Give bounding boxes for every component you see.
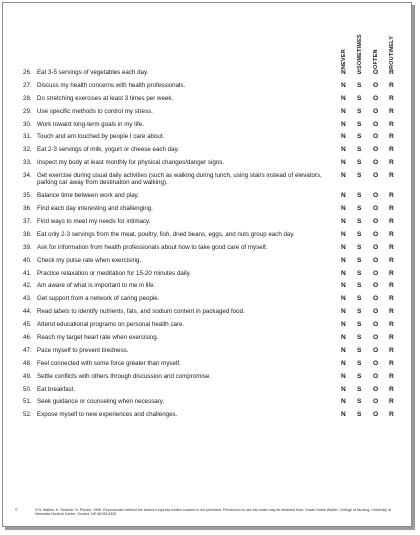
response-option-sometimes[interactable]: S	[357, 398, 362, 406]
response-option-routinely[interactable]: R	[389, 411, 394, 419]
response-options	[341, 257, 405, 264]
response-option-routinely[interactable]: R	[389, 172, 394, 180]
column-label: OFTEN	[373, 49, 379, 69]
response-option-never[interactable]: N	[341, 346, 346, 354]
response-option-sometimes[interactable]: S	[357, 295, 362, 303]
survey-item	[3, 192, 411, 199]
survey-item	[3, 398, 411, 405]
item-text: Discuss my health concerns with health professionals.	[37, 81, 186, 89]
item-text: Eat 2-3 servings of milk, yogurt or cheese each day.	[37, 146, 179, 154]
response-option-never[interactable]: N	[341, 192, 346, 200]
response-option-never[interactable]: N	[341, 133, 346, 141]
response-option-often[interactable]: O	[373, 385, 379, 393]
response-option-often[interactable]: O	[373, 107, 379, 115]
response-options	[341, 295, 405, 302]
survey-item	[3, 282, 411, 289]
response-option-routinely[interactable]: R	[389, 243, 394, 251]
copyright-mark: ©	[15, 508, 18, 512]
survey-item	[3, 295, 411, 302]
response-option-never[interactable]: N	[341, 172, 346, 180]
item-number: 47.	[23, 346, 32, 354]
response-option-routinely[interactable]: R	[389, 192, 394, 200]
item-number: 44.	[23, 308, 32, 316]
response-options	[341, 121, 405, 128]
response-option-often[interactable]: O	[373, 372, 379, 380]
response-option-often[interactable]: O	[373, 69, 379, 76]
response-option-sometimes[interactable]: S	[357, 133, 362, 141]
response-option-routinely[interactable]: R	[389, 372, 394, 380]
response-option-often[interactable]: O	[373, 120, 379, 128]
response-option-routinely[interactable]: R	[389, 230, 394, 238]
item-number: 49.	[23, 372, 32, 380]
item-number: 43.	[23, 295, 32, 303]
item-number: 37.	[23, 218, 32, 225]
response-option-sometimes[interactable]: S	[357, 282, 362, 290]
item-text: Find ways to meet my needs for intimacy.	[37, 218, 151, 225]
response-option-often[interactable]: O	[373, 256, 379, 264]
item-text: Seek guidance or counseling when necessary.	[37, 398, 165, 406]
response-option-sometimes[interactable]: S	[357, 308, 362, 316]
item-text: Touch and am touched by people I care about.	[37, 133, 165, 141]
item-number: 38.	[23, 230, 32, 238]
response-options	[341, 172, 405, 179]
response-option-never[interactable]: N	[341, 159, 346, 167]
response-option-sometimes[interactable]: S	[357, 321, 362, 329]
response-option-routinely[interactable]: R	[389, 398, 394, 406]
item-list	[3, 69, 411, 424]
response-option-never[interactable]: N	[341, 205, 346, 213]
response-option-never[interactable]: N	[341, 256, 346, 264]
response-option-routinely[interactable]: R	[389, 107, 394, 115]
response-option-sometimes[interactable]: S	[357, 94, 362, 102]
response-option-often[interactable]: O	[373, 146, 379, 154]
response-option-routinely[interactable]: R	[389, 146, 394, 154]
response-option-often[interactable]: O	[373, 205, 379, 213]
response-option-often[interactable]: O	[373, 172, 379, 180]
response-option-often[interactable]: O	[373, 269, 379, 277]
response-options	[341, 398, 405, 405]
response-option-often[interactable]: O	[373, 133, 379, 141]
response-options	[341, 270, 405, 277]
response-options	[341, 95, 405, 102]
survey-item	[3, 411, 411, 418]
survey-item	[3, 121, 411, 128]
column-header-sometimes	[355, 9, 365, 69]
survey-item	[3, 69, 411, 76]
response-option-often[interactable]: O	[373, 159, 379, 167]
response-option-routinely[interactable]: R	[389, 334, 394, 342]
response-option-sometimes[interactable]: S	[357, 269, 362, 277]
response-option-never[interactable]: N	[341, 411, 346, 419]
response-options	[341, 146, 405, 153]
response-option-often[interactable]: O	[373, 398, 379, 406]
column-label: ROUTINELY	[389, 35, 395, 69]
item-text: Eat breakfast.	[37, 385, 76, 393]
survey-item	[3, 386, 411, 393]
item-text: Am aware of what is important to me in life.	[37, 282, 156, 290]
response-option-sometimes[interactable]: S	[357, 411, 362, 419]
response-options	[341, 373, 405, 380]
item-text: Eat only 2-3 servings from the meat, poultry, fish, dried beans, eggs, and nuts group each day.	[37, 230, 295, 238]
response-option-often[interactable]: O	[373, 192, 379, 200]
response-option-sometimes[interactable]: S	[357, 243, 362, 251]
survey-item	[3, 334, 411, 341]
response-option-often[interactable]: O	[373, 81, 379, 89]
response-option-often[interactable]: O	[373, 359, 379, 367]
response-option-sometimes[interactable]: S	[357, 385, 362, 393]
response-option-routinely[interactable]: R	[389, 269, 394, 277]
response-option-routinely[interactable]: R	[389, 218, 394, 225]
item-text: Pace myself to prevent tiredness.	[37, 346, 129, 354]
response-option-never[interactable]: N	[341, 385, 346, 393]
response-option-routinely[interactable]: R	[389, 159, 394, 167]
response-option-sometimes[interactable]: S	[357, 81, 362, 89]
response-option-sometimes[interactable]: S	[357, 218, 362, 225]
item-number: 45.	[23, 321, 32, 329]
item-number: 29.	[23, 107, 32, 115]
item-text: Find each day interesting and challenging.	[37, 205, 153, 213]
survey-item	[3, 218, 411, 225]
response-options	[341, 218, 405, 225]
copyright-footnote	[15, 508, 405, 517]
item-number: 32.	[23, 146, 32, 154]
column-label: SOMETIMES	[357, 34, 363, 69]
item-text: Reach my target heart rate when exercising.	[37, 334, 159, 342]
response-option-never[interactable]: N	[341, 334, 346, 342]
item-number: 52.	[23, 411, 32, 419]
column-header-routinely	[387, 9, 397, 69]
survey-item	[3, 146, 411, 153]
item-text: Practice relaxation or meditation for 15-20 minutes daily.	[37, 269, 191, 277]
item-number: 34.	[23, 172, 32, 180]
response-option-never[interactable]: N	[341, 94, 346, 102]
footnote-text: S.N. Walker, K. Sechrist, N. Pender, 1995. Reproduction without the author's express written consent is not permitted. Permission to use this scale may be obtained from: Susan Noble Walker, College of Nursing, University of Nebraska Medical Center, Omaha, NE 68198-5330.	[35, 508, 391, 517]
item-text: Feel connected with some force greater than myself.	[37, 359, 181, 367]
survey-item	[3, 308, 411, 315]
item-text: Get support from a network of caring people.	[37, 295, 160, 303]
response-option-sometimes[interactable]: S	[357, 107, 362, 115]
item-text: Eat 3-5 servings of vegetables each day.	[37, 69, 149, 76]
response-option-sometimes[interactable]: S	[357, 120, 362, 128]
response-option-never[interactable]: N	[341, 308, 346, 316]
response-option-routinely[interactable]: R	[389, 295, 394, 303]
item-number: 28.	[23, 94, 32, 102]
response-option-often[interactable]: O	[373, 411, 379, 419]
response-option-never[interactable]: N	[341, 282, 346, 290]
response-options	[341, 82, 405, 89]
item-text: Check my pulse rate when exercising.	[37, 256, 142, 264]
response-option-often[interactable]: O	[373, 308, 379, 316]
response-option-often[interactable]: O	[373, 321, 379, 329]
response-options	[341, 334, 405, 341]
survey-item	[3, 133, 411, 140]
response-option-sometimes[interactable]: S	[357, 205, 362, 213]
response-option-routinely[interactable]: R	[389, 69, 394, 76]
survey-item	[3, 108, 411, 115]
survey-item	[3, 270, 411, 277]
response-option-often[interactable]: O	[373, 94, 379, 102]
response-options	[341, 308, 405, 315]
response-option-sometimes[interactable]: S	[357, 359, 362, 367]
response-options	[341, 347, 405, 354]
response-option-sometimes[interactable]: S	[357, 192, 362, 200]
response-option-never[interactable]: N	[341, 359, 346, 367]
survey-item	[3, 231, 411, 238]
response-option-routinely[interactable]: R	[389, 120, 394, 128]
survey-item	[3, 205, 411, 212]
response-option-sometimes[interactable]: S	[357, 256, 362, 264]
response-option-routinely[interactable]: R	[389, 256, 394, 264]
item-text: Use specific methods to control my stress.	[37, 107, 153, 115]
item-number: 39.	[23, 243, 32, 251]
response-option-never[interactable]: N	[341, 107, 346, 115]
response-options	[341, 108, 405, 115]
response-option-never[interactable]: N	[341, 230, 346, 238]
column-header-often	[371, 9, 381, 69]
item-number: 48.	[23, 359, 32, 367]
response-options	[341, 69, 405, 76]
response-options	[341, 321, 405, 328]
response-option-often[interactable]: O	[373, 282, 379, 290]
response-option-never[interactable]: N	[341, 321, 346, 329]
item-number: 46.	[23, 334, 32, 342]
response-options	[341, 205, 405, 212]
item-number: 33.	[23, 159, 32, 167]
item-number: 26.	[23, 69, 32, 76]
item-number: 30.	[23, 120, 32, 128]
item-text: Read labels to identify nutrients, fats, and sodium content in packaged food.	[37, 308, 245, 316]
response-option-sometimes[interactable]: S	[357, 159, 362, 167]
response-option-often[interactable]: O	[373, 334, 379, 342]
response-options	[341, 386, 405, 393]
item-number: 50.	[23, 385, 32, 393]
survey-item	[3, 257, 411, 264]
item-number: 36.	[23, 205, 32, 213]
response-option-routinely[interactable]: R	[389, 346, 394, 354]
response-option-routinely[interactable]: R	[389, 205, 394, 213]
response-option-never[interactable]: N	[341, 398, 346, 406]
item-number: 41.	[23, 269, 32, 277]
response-options	[341, 244, 405, 251]
response-option-routinely[interactable]: R	[389, 359, 394, 367]
item-text: Work toward long-term goals in my life.	[37, 120, 144, 128]
response-option-sometimes[interactable]: S	[357, 346, 362, 354]
response-option-routinely[interactable]: R	[389, 94, 394, 102]
response-option-sometimes[interactable]: S	[357, 172, 362, 180]
item-text: Balance time between work and play.	[37, 192, 140, 200]
response-options	[341, 231, 405, 238]
item-text: Settle conflicts with others through discussion and compromise.	[37, 372, 212, 380]
response-option-never[interactable]: N	[341, 218, 346, 225]
response-option-never[interactable]: N	[341, 269, 346, 277]
item-number: 31.	[23, 133, 32, 141]
column-label: NEVER	[341, 49, 347, 69]
response-option-sometimes[interactable]: S	[357, 372, 362, 380]
response-option-routinely[interactable]: R	[389, 133, 394, 141]
response-option-often[interactable]: O	[373, 230, 379, 238]
response-option-routinely[interactable]: R	[389, 308, 394, 316]
response-option-routinely[interactable]: R	[389, 81, 394, 89]
survey-item	[3, 159, 411, 166]
item-text: Ask for information from health professionals about how to take good care of myself.	[37, 243, 268, 251]
response-option-never[interactable]: N	[341, 372, 346, 380]
response-option-often[interactable]: O	[373, 295, 379, 303]
survey-item	[3, 347, 411, 354]
response-options	[341, 192, 405, 199]
response-option-sometimes[interactable]: S	[357, 146, 362, 154]
response-options	[341, 411, 405, 418]
response-option-never[interactable]: N	[341, 69, 346, 76]
survey-item	[3, 82, 411, 89]
item-text: Attend educational programs on personal health care.	[37, 321, 185, 329]
response-option-routinely[interactable]: R	[389, 282, 394, 290]
survey-item	[3, 360, 411, 367]
response-option-never[interactable]: N	[341, 146, 346, 154]
response-option-sometimes[interactable]: S	[357, 69, 362, 76]
survey-item	[3, 244, 411, 251]
response-option-routinely[interactable]: R	[389, 321, 394, 329]
questionnaire-page	[2, 2, 412, 527]
survey-item	[3, 95, 411, 102]
item-number: 51.	[23, 398, 32, 406]
item-number: 35.	[23, 192, 32, 200]
response-option-routinely[interactable]: R	[389, 385, 394, 393]
response-option-never[interactable]: N	[341, 120, 346, 128]
response-option-sometimes[interactable]: S	[357, 334, 362, 342]
response-option-never[interactable]: N	[341, 295, 346, 303]
response-option-often[interactable]: O	[373, 218, 379, 225]
response-options	[341, 360, 405, 367]
response-option-often[interactable]: O	[373, 243, 379, 251]
item-text: Get exercise during usual daily activities (such as walking during lunch, using stairs instead of elevators, parking car away from destination and walking).	[37, 172, 322, 187]
item-text: Do stretching exercises at least 3 times per week.	[37, 94, 174, 102]
item-number: 42.	[23, 282, 32, 290]
response-option-often[interactable]: O	[373, 346, 379, 354]
item-number: 40.	[23, 256, 32, 264]
item-number: 27.	[23, 81, 32, 89]
response-option-never[interactable]: N	[341, 81, 346, 89]
item-text: Inspect my body at least monthly for physical changes/danger signs.	[37, 159, 225, 167]
response-option-never[interactable]: N	[341, 243, 346, 251]
item-text: Expose myself to new experiences and challenges.	[37, 411, 178, 419]
response-options	[341, 133, 405, 140]
survey-item	[3, 321, 411, 328]
survey-item	[3, 172, 411, 186]
column-header-never	[339, 9, 349, 69]
survey-item	[3, 373, 411, 380]
response-option-sometimes[interactable]: S	[357, 230, 362, 238]
response-options	[341, 282, 405, 289]
response-options	[341, 159, 405, 166]
